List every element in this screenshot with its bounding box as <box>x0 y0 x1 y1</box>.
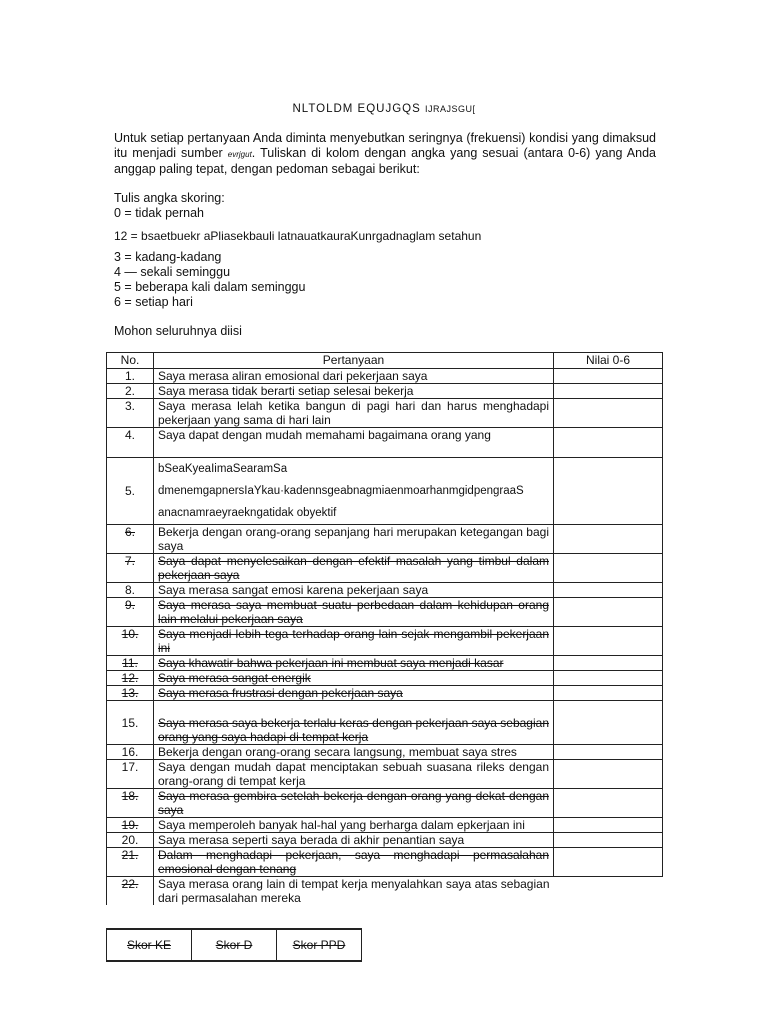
score-ke[interactable]: Skor KE <box>107 929 192 961</box>
value-cell[interactable] <box>554 458 663 525</box>
row-no: 11. <box>107 656 154 671</box>
value-cell[interactable] <box>554 848 663 877</box>
row-no: 1. <box>107 369 154 384</box>
row-question: Saya merasa seperti saya berada di akhir penantian saya <box>154 833 554 848</box>
value-cell[interactable] <box>554 583 663 598</box>
score-row <box>107 929 362 961</box>
garbled-line-2: dmenemgapnersIaYkau·kadennsgeabnagmiaenmoarhanmgidpengraaS <box>158 485 524 497</box>
row-question: Saya merasa aliran emosional dari pekerjaan saya <box>154 369 554 384</box>
row-question: Saya dengan mudah dapat menciptakan sebuah suasana rileks dengan orang-orang di tempat kerja <box>154 760 554 789</box>
row-question: Bekerja dengan orang-orang sepanjang hari merupakan ketegangan bagi saya <box>154 525 554 554</box>
table-row <box>107 627 663 656</box>
header-question: Pertanyaan <box>154 353 554 369</box>
score-d[interactable]: Skor D <box>192 929 277 961</box>
row-question: Saya merasa lelah ketika bangun di pagi hari dan harus menghadapi pekerjaan yang sama di hari lain <box>154 399 554 428</box>
row-question: Saya dapat menyelesaikan dengan efektif masalah yang timbul dalam pekerjaan saya <box>154 554 554 583</box>
table-row <box>107 399 663 428</box>
row-no: 6. <box>107 525 154 554</box>
table-row <box>107 818 663 833</box>
table-row <box>107 686 663 701</box>
row-no: 22. <box>107 877 154 906</box>
value-cell[interactable] <box>554 428 663 458</box>
row-no: 13. <box>107 686 154 701</box>
fill-note: Mohon seluruhnya diisi <box>114 324 242 338</box>
table-row <box>107 789 663 818</box>
value-cell[interactable] <box>554 554 663 583</box>
row-question: Saya menjadi lebih tega terhadap orang lain sejak mengambil pekerjaan ini <box>154 627 554 656</box>
row-question: Saya merasa sangat energik <box>154 671 554 686</box>
row-question: Saya khawatir bahwa pekerjaan ini membuat saya menjadi kasar <box>154 656 554 671</box>
table-row <box>107 745 663 760</box>
row-no: 17. <box>107 760 154 789</box>
value-cell[interactable] <box>554 833 663 848</box>
table-row <box>107 428 663 458</box>
value-cell[interactable] <box>554 384 663 399</box>
score-table <box>106 928 362 962</box>
value-cell[interactable] <box>554 671 663 686</box>
row-no: 10. <box>107 627 154 656</box>
title-main: NLTOLDM EQUJGQS <box>292 103 421 115</box>
row-no: 5. <box>107 458 154 525</box>
row-question: Saya merasa saya membuat suatu perbedaan dalam kehidupan orang lain melalui pekerjaan saya <box>154 598 554 627</box>
header-no: No. <box>107 353 154 369</box>
table-row <box>107 656 663 671</box>
value-cell[interactable] <box>554 656 663 671</box>
table-row <box>107 458 663 525</box>
table-header-row <box>107 353 663 369</box>
value-cell <box>554 877 663 906</box>
value-cell[interactable] <box>554 789 663 818</box>
row-question: Saya merasa frustrasi dengan pekerjaan saya <box>154 686 554 701</box>
scoring-garbled-line: 12 = bsaetbuekr aPliasekbauli latnauatkauraKunrgadnaglam setahun <box>114 229 482 243</box>
value-cell[interactable] <box>554 598 663 627</box>
row-question: Saya merasa tidak berarti setiap selesai bekerja <box>154 384 554 399</box>
scoring-item-0: 0 = tidak pernah <box>114 206 204 220</box>
value-cell[interactable] <box>554 627 663 656</box>
garbled-line-3: anacnamraeyraekngatidak obyektif <box>158 507 337 519</box>
question-table <box>106 352 663 905</box>
scoring-item-3: 3 = kadang-kadang <box>114 250 222 264</box>
scoring-item-5: 5 = beberapa kali dalam seminggu <box>114 280 306 294</box>
table-row <box>107 598 663 627</box>
table-row <box>107 701 663 745</box>
table-row <box>107 877 663 906</box>
row-no: 21. <box>107 848 154 877</box>
table-row <box>107 671 663 686</box>
row-no: 3. <box>107 399 154 428</box>
row-question-garbled <box>154 458 554 525</box>
row-question: Dalam menghadapi pekerjaan, saya menghadapi permasalahan emosional dengan tenang <box>154 848 554 877</box>
row-no: 12. <box>107 671 154 686</box>
row-question: Saya memperoleh banyak hal-hal yang berharga dalam epkerjaan ini <box>154 818 554 833</box>
header-value: Nilai 0-6 <box>554 353 663 369</box>
table-row <box>107 848 663 877</box>
row-no: 4. <box>107 428 154 458</box>
table-row <box>107 369 663 384</box>
row-question: Saya merasa sangat emosi karena pekerjaan saya <box>154 583 554 598</box>
value-cell[interactable] <box>554 525 663 554</box>
table-row <box>107 525 663 554</box>
row-question: Bekerja dengan orang-orang secara langsung, membuat saya stres <box>154 745 554 760</box>
intro-small-word: evrjgut <box>227 150 252 159</box>
table-row <box>107 833 663 848</box>
value-cell[interactable] <box>554 399 663 428</box>
row-no: 2. <box>107 384 154 399</box>
value-cell[interactable] <box>554 760 663 789</box>
row-no: 19. <box>107 818 154 833</box>
row-no: 8. <box>107 583 154 598</box>
score-ppd[interactable]: Skor PPD <box>277 929 362 961</box>
row-question: Saya merasa saya bekerja terlalu keras dengan pekerjaan saya sebagian orang yang saya hadapi di tempat kerja <box>154 701 554 745</box>
scoring-item-6: 6 = setiap hari <box>114 295 193 309</box>
intro-paragraph <box>114 131 656 177</box>
title-suffix: IJRAJSGU[ <box>425 104 476 114</box>
row-no: 20. <box>107 833 154 848</box>
intro-text-after: . Tuliskan di kolom dengan angka yang sesuai (antara 0-6) yang Anda anggap paling tepat, dengan pedoman sebagai berikut: <box>114 146 657 176</box>
row-no: 16. <box>107 745 154 760</box>
value-cell[interactable] <box>554 701 663 745</box>
row-question: Saya merasa gembira setelah bekerja dengan orang yang dekat dengan saya <box>154 789 554 818</box>
table-row <box>107 384 663 399</box>
row-question: Saya merasa orang lain di tempat kerja menyalahkan saya atas sebagian dari permasalahan mereka <box>154 877 554 906</box>
row-no: 9. <box>107 598 154 627</box>
intro-text-before: Untuk setiap pertanyaan Anda diminta menyebutkan seringnya (frekuensi) kondisi yang dimaksud itu menjadi sumber <box>114 131 656 160</box>
value-cell[interactable] <box>554 745 663 760</box>
row-no: 18. <box>107 789 154 818</box>
table-row <box>107 760 663 789</box>
table-row <box>107 554 663 583</box>
value-cell[interactable] <box>554 818 663 833</box>
row-no: 15. <box>107 701 154 745</box>
row-no: 7. <box>107 554 154 583</box>
page-title <box>0 103 768 115</box>
value-cell[interactable] <box>554 686 663 701</box>
table-row <box>107 583 663 598</box>
scoring-heading: Tulis angka skoring: <box>114 191 225 205</box>
row-question: Saya dapat dengan mudah memahami bagaimana orang yang <box>154 428 554 458</box>
value-cell[interactable] <box>554 369 663 384</box>
scoring-item-4: 4 — sekali seminggu <box>114 265 231 279</box>
garbled-line-1: bSeaKyeaIimaSearamSa <box>158 463 288 475</box>
